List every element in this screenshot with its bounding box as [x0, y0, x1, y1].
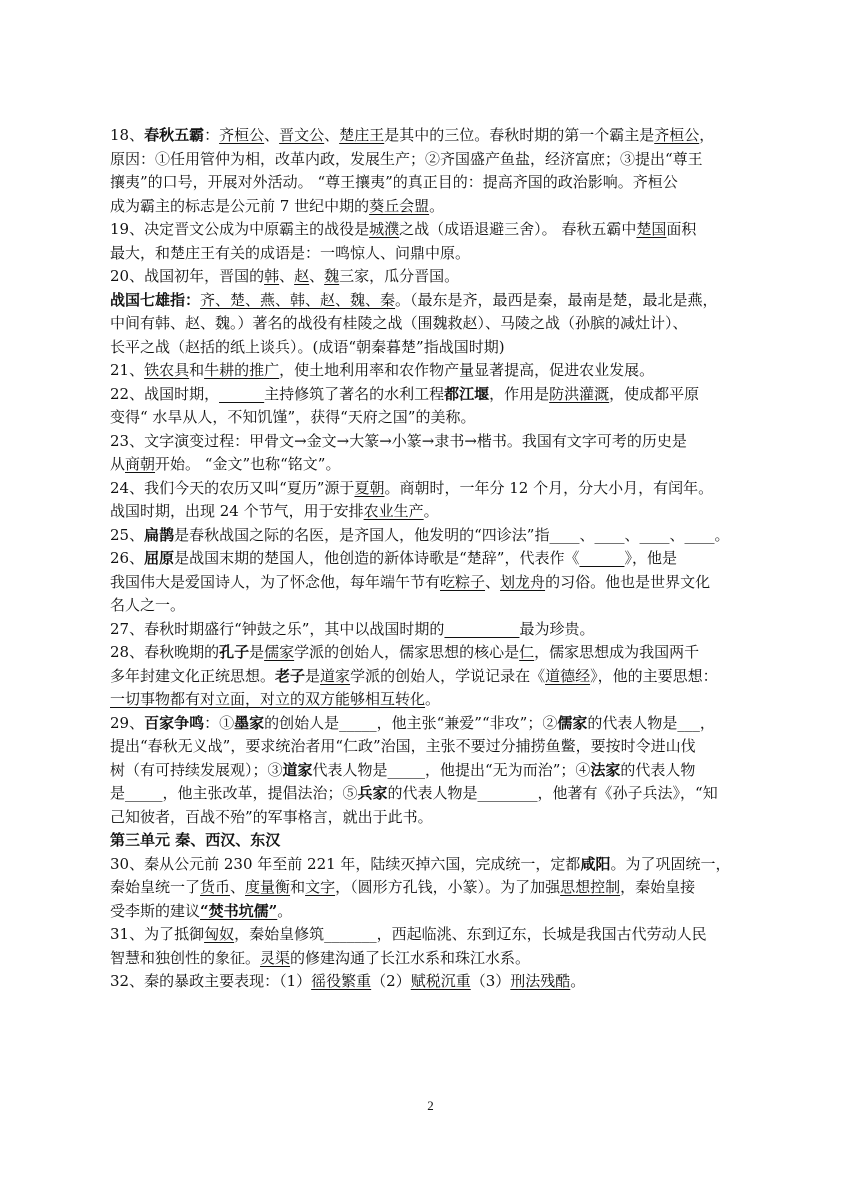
- text-line: [110, 900, 755, 924]
- text-line: [110, 618, 755, 642]
- bold-text: 第三单元 秦、西汉、东汉: [110, 831, 281, 849]
- text-run: 是战国末期的楚国人，他创造的新体诗歌是“楚辞”，代表作《: [174, 549, 580, 567]
- underlined-text: 道家: [320, 666, 351, 685]
- underlined-text: 划龙舟: [500, 572, 546, 591]
- text-run: 30、秦从公元前 230 年至前 221 年，陆续灭掉六国，完成统一，定都: [110, 854, 581, 873]
- text-run: 。: [429, 196, 445, 215]
- text-run: 从: [110, 455, 126, 473]
- text-run: 三家，瓜分晋国。: [339, 267, 460, 285]
- text-run: 、: [279, 267, 295, 285]
- text-run: 24、我们今天的农历又叫“夏历”源于: [110, 478, 355, 497]
- text-run: 之战（成语退避三舍）。 春秋五霸中: [399, 220, 637, 238]
- underlined-text: 夏朝: [354, 478, 385, 497]
- bold-text: 都江堰: [444, 384, 490, 403]
- text-run: 主持修筑了著名的水利工程: [264, 384, 445, 403]
- text-line: [110, 359, 755, 383]
- underlined-text: 徭役繁重: [311, 972, 372, 990]
- text-line: [110, 124, 755, 148]
- text-run: ，: [699, 126, 715, 144]
- text-run: 、: [230, 878, 246, 896]
- underlined-text: ______: [579, 549, 625, 567]
- bold-text: 墨家: [234, 713, 265, 732]
- underlined-text: 魏: [324, 267, 340, 285]
- underlined-text: 葵丘会盟: [369, 196, 430, 215]
- underlined-text: 度量衡: [245, 878, 291, 896]
- text-run: 中间有韩、赵、魏。）著名的战役有桂陵之战（围魏救赵）、马陵之战（孙膑的减灶计）、: [110, 314, 688, 332]
- text-line: [110, 923, 755, 947]
- text-run: 学派的创始人，儒家思想的核心是: [294, 643, 520, 661]
- text-line: [110, 171, 755, 195]
- text-run: 》，他是: [624, 549, 677, 567]
- bold-text: 老子: [275, 666, 306, 685]
- text-line: [110, 665, 755, 689]
- text-line: [110, 571, 755, 595]
- text-run: 。: [423, 502, 439, 520]
- text-run: ，作用是: [489, 384, 550, 403]
- text-line: [110, 853, 755, 877]
- text-line: [110, 406, 755, 430]
- text-run: 变得“ 水旱从人，不知饥馑”，获得“天府之国”的美称。: [110, 408, 476, 426]
- text-run: 秦始皇统一了: [110, 878, 201, 896]
- text-line: [110, 806, 755, 830]
- text-run: 是_____，他主张改革，提倡法治；⑤: [110, 784, 358, 802]
- underlined-text: 齐桓公: [654, 126, 700, 144]
- text-run: 、: [324, 126, 340, 144]
- text-run: 19、决定晋文公成为中原霸主的战役是: [110, 220, 370, 238]
- underlined-text: 城濮: [369, 220, 400, 238]
- underlined-text: 晋文公: [279, 126, 325, 144]
- text-run: 受李斯的建议: [110, 901, 201, 920]
- text-run: 的创始人是_____，他主张“兼爱”“非攻”；②: [264, 713, 558, 732]
- text-run: 的代表人物: [620, 760, 696, 779]
- underlined-text: 牛耕的推广: [204, 361, 280, 379]
- text-run: 的修建沟通了长江水系和珠江水系。: [290, 948, 531, 967]
- bold-text: 春秋五霸: [144, 126, 205, 144]
- text-run: 18、: [110, 126, 145, 144]
- text-line: [110, 336, 755, 360]
- underlined-text: 刑法残酷: [510, 972, 571, 990]
- text-run: 32、秦的暴政主要表现：（1）: [110, 972, 312, 990]
- text-run: ，使成都平原: [609, 384, 700, 403]
- text-run: 己知彼者，百战不殆”的军事格言，就出于此书。: [110, 807, 433, 826]
- text-run: ，秦始皇修筑_______，西起临洮、东到辽东，长城是我国古代劳动人民: [234, 925, 707, 943]
- bold-text: 法家: [590, 760, 621, 779]
- text-line: [110, 970, 755, 994]
- text-run: 、: [309, 267, 325, 285]
- text-run: 的习俗。他也是世界文化: [545, 572, 711, 591]
- text-run: 战国时期，出现 24 个节气，用于安排: [110, 502, 364, 520]
- underlined-text: __________: [444, 619, 520, 638]
- text-run: 代表人物是_____，他提出“无为而治”；④: [312, 760, 591, 779]
- underlined-text: 仁: [519, 643, 535, 661]
- text-run: ：: [204, 126, 220, 144]
- underlined-text: 思想控制: [560, 878, 621, 896]
- text-line: [110, 383, 755, 407]
- text-run: 是春秋战国之际的名医，是齐国人，他发明的“四诊法”指____、____、____、____。: [174, 525, 730, 544]
- text-run: 和: [189, 361, 205, 379]
- text-run: 是: [305, 666, 321, 685]
- text-run: 21、: [110, 361, 145, 379]
- text-line: [110, 947, 755, 971]
- text-line: [110, 312, 755, 336]
- text-run: ，儒家思想成为我国两千: [534, 643, 700, 661]
- underlined-text: 赵: [294, 267, 310, 285]
- text-run: 的代表人物是___，: [587, 713, 715, 732]
- text-run: （2）: [371, 972, 411, 990]
- underlined-text: 货币: [200, 878, 231, 896]
- text-run: ，（圆形方孔钱，小篆）。为了加强: [335, 878, 561, 896]
- document-body: [110, 124, 755, 994]
- text-run: 。: [277, 901, 293, 920]
- text-line: [110, 524, 755, 548]
- text-run: 。: [570, 972, 586, 990]
- bold-underlined-text: “焚书坑儒”: [200, 901, 278, 920]
- underlined-text: ______: [219, 384, 265, 403]
- text-run: 攘夷”的口号，开展对外活动。 “尊王攘夷”的真正目的：提高齐国的政治影响。齐桓公: [110, 173, 678, 191]
- text-run: 开始。 “金文”也称“铭文”。: [155, 455, 341, 473]
- bold-text: 百家争鸣: [144, 713, 205, 732]
- text-run: ，秦始皇接: [620, 878, 696, 896]
- page-number: 2: [427, 1098, 434, 1113]
- text-line: [110, 195, 755, 219]
- text-run: 是其中的三位。春秋时期的第一个霸主是: [384, 126, 655, 144]
- text-run: 名人之一。: [110, 596, 186, 614]
- underlined-text: 农业生产: [363, 502, 424, 520]
- text-line: [110, 829, 755, 853]
- text-run: 26、: [110, 549, 145, 567]
- text-line: [110, 265, 755, 289]
- text-line: [110, 242, 755, 266]
- underlined-text: 楚国: [636, 220, 667, 238]
- text-run: 》，他的主要思想：: [590, 666, 718, 685]
- text-line: [110, 759, 755, 783]
- bold-text: 儒家: [557, 713, 588, 732]
- text-run: 。为了巩固统一，: [610, 854, 731, 873]
- text-run: 提出“春秋无义战”，要求统治者用“仁政”治国，主张不要过分捕捞鱼鳖，要按时令进山伐: [110, 737, 696, 755]
- underlined-text: 商朝: [125, 455, 156, 473]
- text-line: [110, 500, 755, 524]
- text-line: [110, 641, 755, 665]
- text-line: [110, 782, 755, 806]
- bold-text: 咸阳: [580, 854, 611, 873]
- underlined-text: 韩: [264, 267, 280, 285]
- text-run: 和: [290, 878, 306, 896]
- text-run: 面积: [666, 220, 697, 238]
- text-run: 成为霸主的标志是公元前 7 世纪中期的: [110, 196, 370, 215]
- text-run: 。（最东是齐，最西是秦，最南是楚，最北是燕，: [395, 290, 718, 309]
- text-run: 、: [485, 572, 501, 591]
- text-run: 31、为了抵御: [110, 925, 205, 943]
- text-line: [110, 148, 755, 172]
- text-line: [110, 289, 755, 313]
- text-line: [110, 876, 755, 900]
- text-run: 树（有可持续发展观）；③: [110, 760, 283, 779]
- text-run: 。: [425, 690, 441, 708]
- underlined-text: 吃粽子: [440, 572, 486, 591]
- bold-text: 战国七雄: [110, 290, 171, 309]
- text-run: 28、春秋晚期的: [110, 643, 220, 661]
- underlined-text: 楚庄王: [339, 126, 385, 144]
- text-line: [110, 477, 755, 501]
- text-run: 25、: [110, 525, 145, 544]
- text-run: 。商朝时，一年分 12 个月，分大小月，有闰年。: [384, 478, 714, 497]
- text-line: [110, 688, 755, 712]
- text-run: 29、: [110, 713, 145, 732]
- underlined-text: 铁农具: [144, 361, 190, 379]
- text-line: [110, 712, 755, 736]
- text-line: [110, 547, 755, 571]
- underlined-text: 齐、楚、燕、韩、赵、魏、秦: [200, 290, 396, 309]
- text-run: 智慧和独创性的象征。: [110, 948, 261, 967]
- text-run: 学派的创始人，学说记录在《: [350, 666, 546, 685]
- underlined-text: 灵渠: [260, 948, 291, 967]
- text-run: 最大，和楚庄王有关的成语是：一鸣惊人、问鼎中原。: [110, 243, 471, 262]
- text-run: 23、文字演变过程：甲骨文→金文→大篆→小篆→隶书→楷书。我国有文字可考的历史是: [110, 431, 687, 450]
- bold-text: 孔子: [219, 643, 250, 661]
- text-run: 的代表人物是________，他著有《孙子兵法》，“知: [387, 784, 718, 802]
- text-run: 是: [249, 643, 265, 661]
- text-line: [110, 594, 755, 618]
- underlined-text: 文字: [305, 878, 336, 896]
- text-line: [110, 453, 755, 477]
- bold-text: 屈原: [144, 549, 175, 567]
- text-run: 最为珍贵。: [519, 619, 595, 638]
- text-run: ，使土地利用率和农作物产量显著提高，促进农业发展。: [279, 361, 655, 379]
- bold-text: 指：: [170, 290, 201, 309]
- text-line: [110, 218, 755, 242]
- text-line: [110, 735, 755, 759]
- text-run: ：①: [204, 713, 235, 732]
- underlined-text: 道德经: [545, 666, 591, 685]
- text-run: 20、战国初年，晋国的: [110, 267, 265, 285]
- text-run: 长平之战（赵括的纸上谈兵）。(成语“朝秦暮楚”指战国时期): [110, 337, 505, 356]
- bold-text: 扁鹊: [144, 525, 175, 544]
- underlined-text: 防洪灌溉: [549, 384, 610, 403]
- underlined-text: 齐桓公: [219, 126, 265, 144]
- text-run: 多年封建文化正统思想。: [110, 666, 276, 685]
- bold-text: 道家: [282, 760, 313, 779]
- text-run: 原因：①任用管仲为相，改革内政，发展生产；②齐国盛产鱼盐，经济富庶；③提出“尊王: [110, 149, 703, 168]
- underlined-text: 赋税沉重: [410, 972, 471, 990]
- underlined-text: 匈奴: [204, 925, 235, 943]
- text-run: 我国伟大是爱国诗人，为了怀念他，每年端午节有: [110, 572, 441, 591]
- text-run: （3）: [470, 972, 511, 990]
- text-run: 27、春秋时期盛行“钟鼓之乐”，其中以战国时期的: [110, 619, 445, 638]
- bold-text: 兵家: [357, 784, 388, 802]
- text-line: [110, 430, 755, 454]
- underlined-text: 一切事物都有对立面，对立的双方能够相互转化: [110, 690, 426, 708]
- underlined-text: 儒家: [264, 643, 295, 661]
- text-run: 、: [264, 126, 280, 144]
- text-run: 22、战国时期，: [110, 384, 220, 403]
